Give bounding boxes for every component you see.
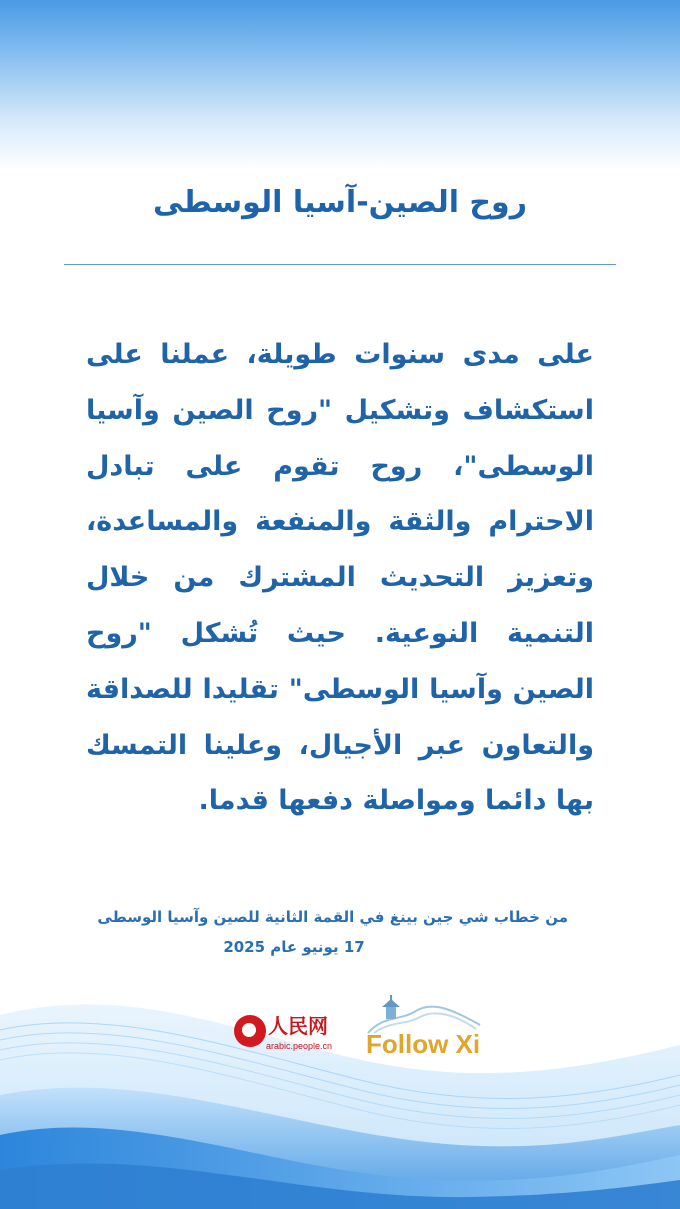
source-line: من خطاب شي جين بينغ في القمة الثانية للصين وآسيا الوسطى xyxy=(97,908,568,926)
source-attribution xyxy=(60,902,568,962)
follow-xi-logo xyxy=(364,995,524,1065)
quote-text: على مدى سنوات طويلة، عملنا على استكشاف وتشكيل "روح الصين وآسيا الوسطى"، روح تقوم على تبادل الاحترام والثقة والمنفعة والمساعدة، وتعزيز التحديث المشترك من خلال التنمية النوعية. حيث تُشكل "روح الصين وآسيا الوسطى" تقليدا للصداقة والتعاون عبر الأجيال، وعلينا التمسك بها دائما ومواصلة دفعها قدما. xyxy=(86,339,594,817)
follow-xi-wordmark: Follow Xi xyxy=(366,1029,481,1059)
people-daily-name: 人民网 xyxy=(268,1014,328,1038)
logo-area xyxy=(232,995,532,1065)
people-daily-emblem-icon xyxy=(234,1015,266,1047)
title-divider xyxy=(64,264,616,265)
top-gradient-background xyxy=(0,0,680,170)
people-daily-logo xyxy=(232,1013,342,1057)
source-date: 17 يونيو عام 2025 xyxy=(223,938,365,956)
poster-title: روح الصين-آسيا الوسطى xyxy=(153,185,527,220)
people-daily-url: arabic.people.cn xyxy=(266,1041,333,1051)
